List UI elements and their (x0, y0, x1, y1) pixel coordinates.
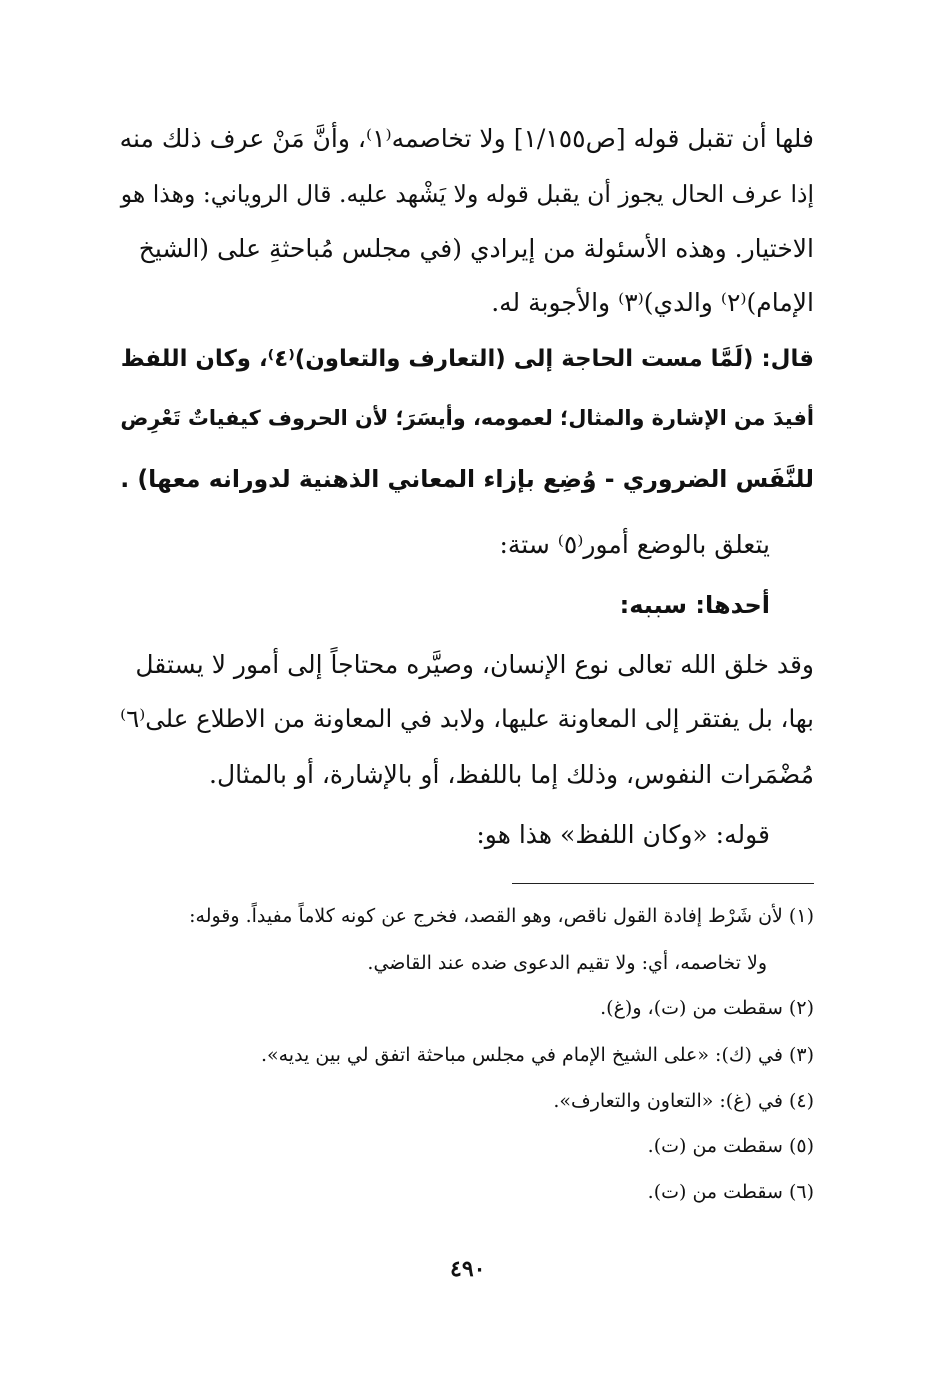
body-line: فلها أن تقبل قوله [ص١/١٥٥] ولا تخاصمه⁽١⁾، وأنَّ مَنْ عرف ذلك منه (119, 124, 814, 153)
body-line: مُضْمَرات النفوس، وذلك إما باللفظ، أو بالإشارة، أو بالمثال. (209, 760, 814, 789)
body-line: الاختيار. وهذه الأسئولة من إيرادي (في مجلس مُباحثةِ على (الشيخ (138, 234, 814, 263)
footnote-line: (٢) سقطت من (ت)، و(غ). (600, 997, 814, 1019)
footnote-line: (٤) في (غ): «التعاون والتعارف». (553, 1090, 814, 1112)
quote-line: للنَّفَس الضروري - وُضِع بإزاء المعاني الذهنية لدورانه معها) . (120, 465, 814, 493)
footnote-line: (٥) سقطت من (ت). (647, 1135, 814, 1157)
quote-line: أفيدَ من الإشارة والمثال؛ لعمومه، وأيسَرَ؛ لأن الحروف كيفياتٌ تَعْرِض (120, 406, 814, 430)
section-heading: أحدها: سببه: (619, 591, 770, 619)
footnote-line: ولا تخاصمه، أي: ولا تقيم الدعوى ضده عند القاضي. (367, 952, 767, 974)
footnote-line: (١) لأن شَرْط إفادة القول ناقص، وهو القصد، فخرج عن كونه كلاماً مفيداً. وقوله: (189, 905, 814, 927)
footnote-separator (512, 883, 814, 884)
quote-line: قال: (لَمَّا مست الحاجة إلى (التعارف والتعاون)⁽٤⁾، وكان اللفظ (120, 346, 814, 372)
body-line: وقد خلق الله تعالى نوع الإنسان، وصيَّره محتاجاً إلى أمور لا يستقل (135, 650, 814, 679)
intro-line: يتعلق بالوضع أمور⁽٥⁾ ستة: (499, 530, 770, 559)
closing-line: قوله: «وكان اللفظ» هذا هو: (476, 820, 770, 849)
body-line: إذا عرف الحال يجوز أن يقبل قوله ولا يَشْهد عليه. قال الروياني: وهذا هو (120, 180, 814, 208)
body-line: الإمام)⁽٢⁾ والدي)⁽٣⁾ والأجوبة له. (491, 288, 814, 317)
footnote-line: (٣) في (ك): «على الشيخ الإمام في مجلس مباحثة اتفق لي بين يديه». (260, 1044, 814, 1066)
footnote-line: (٦) سقطت من (ت). (647, 1181, 814, 1203)
page-number: ٤٩٠ (450, 1256, 486, 1282)
body-line: بها، بل يفتقر إلى المعاونة عليها، ولابد في المعاونة من الاطلاع على⁽٦⁾ (120, 704, 814, 733)
